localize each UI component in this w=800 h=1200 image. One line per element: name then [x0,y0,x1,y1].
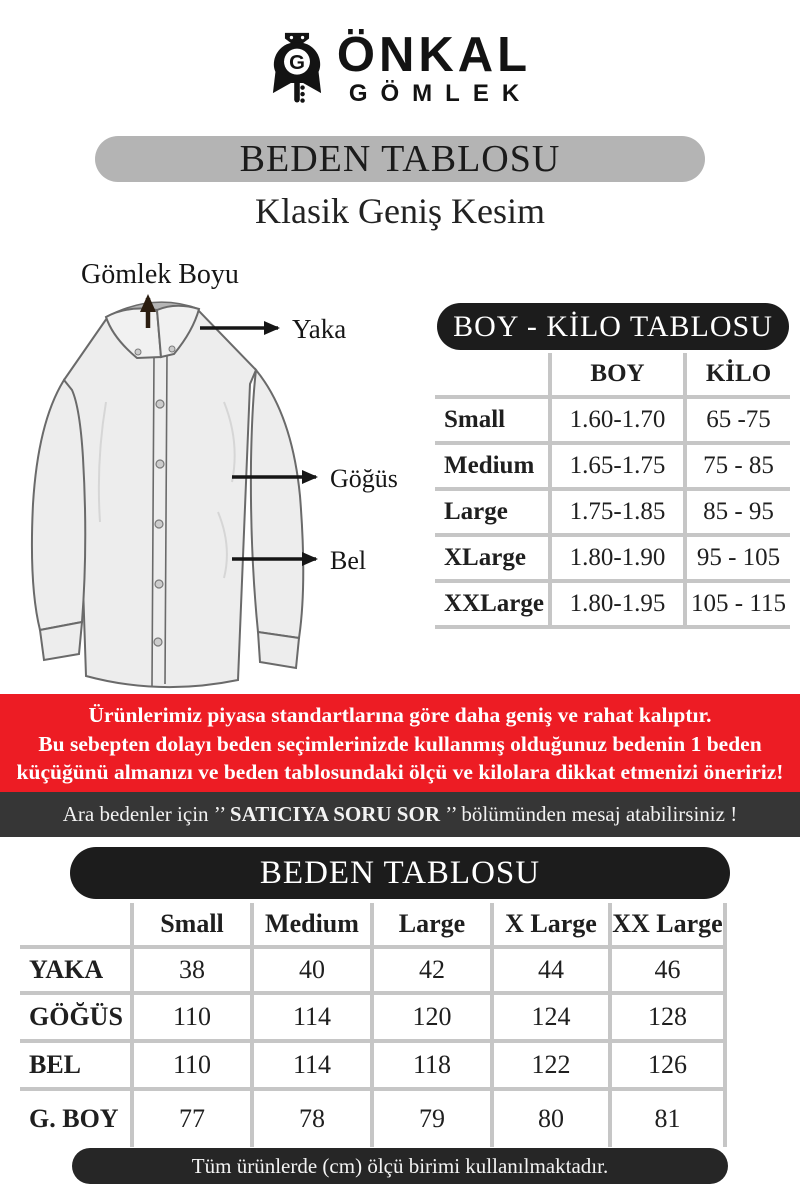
size-value: 38 [130,949,250,995]
hw-size-label: Medium [435,445,548,491]
size-value: 81 [608,1091,727,1147]
hw-kilo-value: 85 - 95 [683,491,790,537]
collar-button [169,346,175,352]
hw-corner-cell [435,353,548,399]
logo-key-tooth [300,85,304,89]
hw-boy-value: 1.75-1.85 [548,491,683,537]
hw-col-header-kilo: KİLO [683,353,790,399]
shirt-measurement-diagram [10,252,430,692]
size-col-header: Large [370,903,490,949]
shirt-right-sleeve [251,370,303,638]
logo-key-stem [294,80,300,102]
logo-monogram-letter: G [288,52,305,75]
hw-size-label: Large [435,491,548,537]
size-value: 124 [490,995,608,1043]
logo-button-dot [301,36,304,39]
logo-button-dot [290,36,293,39]
seller-note-bold: SATICIYA SORU SOR [229,802,440,826]
label-collar: Yaka [292,314,347,344]
size-value: 42 [370,949,490,995]
fit-subtitle: Klasik Geniş Kesim [255,191,545,231]
hw-boy-value: 1.60-1.70 [548,399,683,445]
seller-note-prefix: Ara bedenler için ’’ [62,802,230,826]
shirt-body-shape [64,310,256,687]
size-value: 40 [250,949,370,995]
size-value: 120 [370,995,490,1043]
size-value: 110 [130,1043,250,1091]
brand-wordmark [336,28,533,108]
notice-line-2: Bu sebepten dolayı beden seçimlerinizde kullanmış olduğunuz bedenin 1 beden [38,731,762,756]
size-value: 122 [490,1043,608,1091]
size-col-header: Small [130,903,250,949]
size-value: 46 [608,949,727,995]
label-shirt-length: Gömlek Boyu [81,259,239,290]
hw-boy-value: 1.80-1.90 [548,537,683,583]
hw-kilo-value: 95 - 105 [683,537,790,583]
collar-button [135,349,141,355]
size-value: 77 [130,1091,250,1147]
size-row-label: G. BOY [29,1104,119,1133]
fit-notice-banner [0,694,800,792]
size-value: 78 [250,1091,370,1147]
size-row-label: YAKA [20,949,130,995]
size-value: 44 [490,949,608,995]
seller-note-bar [0,792,800,837]
shirt-right-cuff [258,632,299,668]
size-value: 114 [250,1043,370,1091]
hw-col-header-boy: BOY [548,353,683,399]
seller-note-suffix: ’’ bölümünden mesaj atabilirsiniz ! [439,802,738,826]
hw-kilo-value: 65 -75 [683,399,790,445]
size-value: 114 [250,995,370,1043]
height-weight-table-title: BOY - KİLO TABLOSU [437,303,789,350]
size-table-title: BEDEN TABLOSU [70,847,730,899]
logo-key-tooth [300,92,304,96]
size-row-label: GÖĞÜS [20,995,130,1043]
logo-key-tooth [300,98,304,102]
size-col-header: X Large [490,903,608,949]
hw-size-label: XXLarge [435,583,548,629]
label-waist: Bel [330,546,367,575]
hw-size-label: Small [435,399,548,445]
hw-kilo-value: 75 - 85 [683,445,790,491]
size-row-label: BEL [20,1043,130,1091]
notice-line-1: Ürünlerimiz piyasa standartlarına göre daha geniş ve rahat kalıptır. [88,703,712,727]
hw-size-label: XLarge [435,537,548,583]
page-title: BEDEN TABLOSU [95,136,705,182]
size-value: 128 [608,995,727,1043]
size-value: 110 [130,995,250,1043]
brand-logo [0,28,800,108]
size-value: 118 [370,1043,490,1091]
brand-shirt-icon [269,32,325,108]
notice-line-3: küçüğünü almanızı ve beden tablosundaki ölçü ve kilolara dikkat etmenizi öneririz! [16,760,784,784]
size-col-header: Medium [250,903,370,949]
hw-kilo-value: 105 - 115 [683,583,790,629]
size-corner-cell [20,903,130,949]
shirt-left-sleeve [32,380,85,630]
size-value: 126 [608,1043,727,1091]
hw-boy-value: 1.80-1.95 [548,583,683,629]
footer-note: Tüm ürünlerde (cm) ölçü birimi kullanılmaktadır. [72,1148,728,1184]
brand-name: ÖNKAL [336,28,532,82]
brand-subname: GÖMLEK [348,80,533,107]
size-value: 79 [370,1091,490,1147]
height-weight-table [435,353,790,629]
label-chest: Göğüs [330,464,398,493]
size-value: 80 [490,1091,608,1147]
hw-boy-value: 1.65-1.75 [548,445,683,491]
size-table [20,903,727,1147]
size-col-header: XX Large [608,903,727,949]
